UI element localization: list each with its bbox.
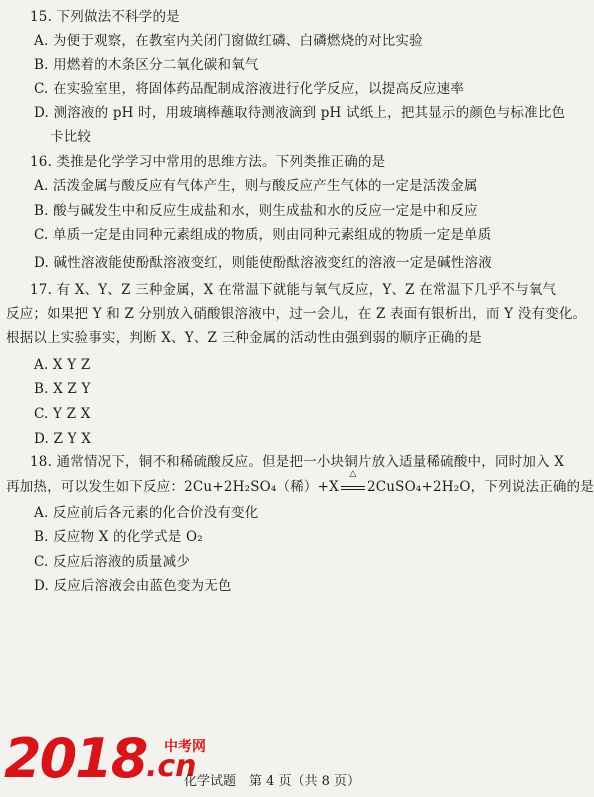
logo-domain: .cn: [146, 749, 197, 784]
q17-stem-line2: 反应；如果把 Y 和 Z 分别放入硝酸银溶液中，过一会儿，在 Z 表面有银析出，而 Y 没有变化。: [6, 306, 587, 322]
logo-year: 2018: [4, 727, 147, 790]
q17-option-b: B. X Z Y: [34, 381, 91, 397]
q17-option-a: A. X Y Z: [34, 357, 91, 373]
logo-site-name: 中考网: [164, 739, 206, 755]
q18-option-d: D. 反应后溶液会由蓝色变为无色: [34, 578, 232, 594]
q17-stem-line3: 根据以上实验事实，判断 X、Y、Z 三种金属的活动性由强到弱的顺序正确的是: [6, 330, 482, 346]
heat-condition-equals-sign: [339, 469, 367, 496]
q18-equation-products: 2CuSO₄+2H₂O，下列说法正确的是: [366, 479, 594, 495]
q15-option-d-continued: 卡比较: [50, 129, 92, 145]
delta-symbol: △: [349, 469, 357, 479]
q15-option-c: C. 在实验室里，将固体药品配制成溶液进行化学反应，以提高反应速率: [34, 81, 465, 97]
page-footer: 化学试题 第 4 页（共 8 页）: [183, 774, 361, 789]
q16-option-d: D. 碱性溶液能使酚酞溶液变红，则能使酚酞溶液变红的溶液一定是碱性溶液: [34, 255, 492, 271]
q16-option-c: C. 单质一定是由同种元素组成的物质，则由同种元素组成的物质一定是单质: [34, 227, 492, 243]
q15-option-d: D. 测溶液的 pH 时，用玻璃棒蘸取待测液滴到 pH 试纸上，把其显示的颜色与标准比色: [34, 105, 566, 121]
q18-stem-line1: 18. 通常情况下，铜不和稀硫酸反应。但是把一小块铜片放入适量稀硫酸中，同时加入 X: [30, 454, 565, 470]
q15-option-b: B. 用燃着的木条区分二氧化碳和氧气: [34, 57, 259, 73]
q16-option-b: B. 酸与碱发生中和反应生成盐和水，则生成盐和水的反应一定是中和反应: [34, 203, 478, 219]
q15-stem: 15. 下列做法不科学的是: [30, 9, 180, 25]
q18-option-a: A. 反应前后各元素的化合价没有变化: [34, 505, 259, 521]
q18-option-c: C. 反应后溶液的质量减少: [34, 554, 191, 570]
q17-option-c: C. Y Z X: [34, 406, 91, 422]
q16-stem: 16. 类推是化学学习中常用的思维方法。下列类推正确的是: [30, 154, 386, 170]
q18-equation-reactants: 再加热，可以发生如下反应：2Cu+2H₂SO₄（稀）+X: [6, 479, 339, 495]
q16-option-a: A. 活泼金属与酸反应有气体产生，则与酸反应产生气体的一定是活泼金属: [34, 178, 478, 194]
q17-stem-line1: 17. 有 X、Y、Z 三种金属，X 在常温下就能与氧气反应，Y、Z 在常温下几乎不与氧气: [30, 282, 557, 298]
q17-option-d: D. Z Y X: [34, 431, 92, 447]
q18-option-b: B. 反应物 X 的化学式是 O₂: [34, 529, 203, 545]
q18-stem-line2: [6, 469, 594, 496]
q15-option-a: A. 为便于观察，在教室内关闭门窗做红磷、白磷燃烧的对比实验: [34, 33, 423, 49]
